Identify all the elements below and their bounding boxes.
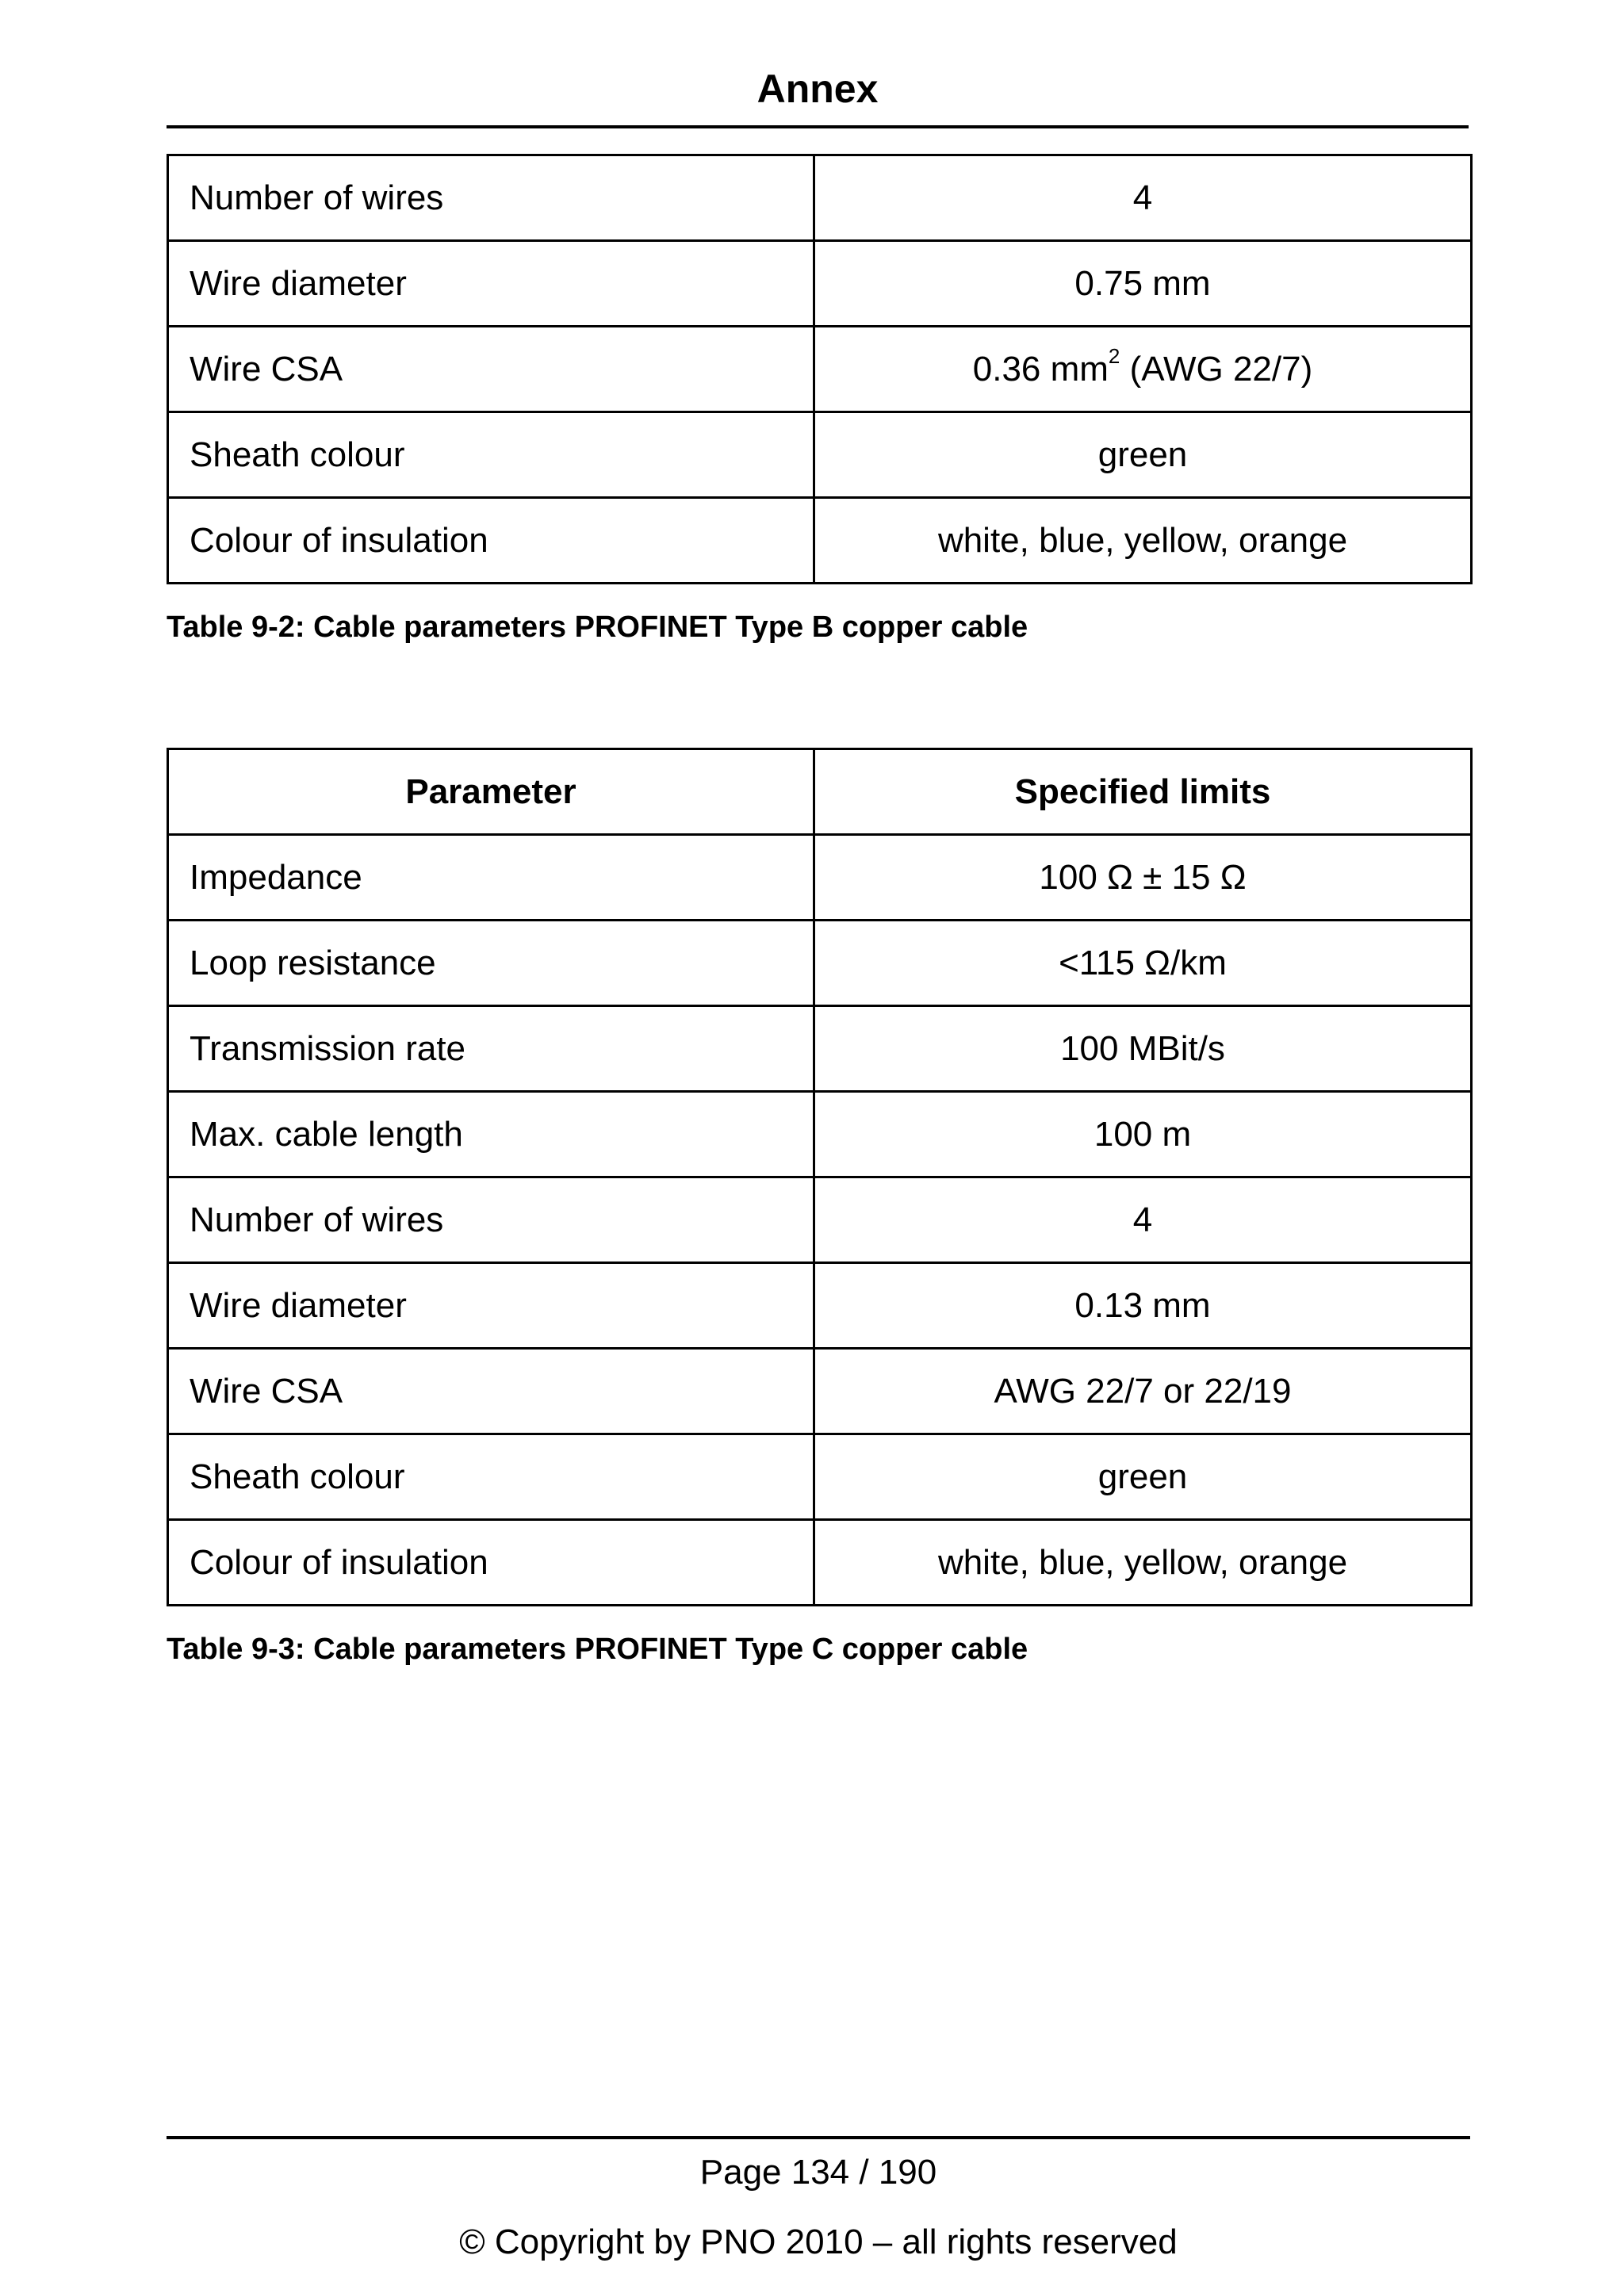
value-cell: 4 [814,155,1472,241]
parameter-cell: Sheath colour [168,1434,814,1520]
footer-divider [167,2136,1470,2139]
value-cell: green [814,412,1472,498]
table-row [168,498,1472,584]
parameter-cell: Wire diameter [168,1263,814,1349]
value-cell: AWG 22/7 or 22/19 [814,1349,1472,1434]
value-superscript: 2 [1108,343,1120,368]
table-row [168,327,1472,412]
table-caption-type-c: Table 9-3: Cable parameters PROFINET Type C copper cable [167,1633,1028,1666]
table-row [168,1177,1472,1263]
parameter-cell: Loop resistance [168,921,814,1006]
value-cell: 0.13 mm [814,1263,1472,1349]
page-number: Page 134 / 190 [699,2153,937,2192]
table-row [168,155,1472,241]
value-cell: green [814,1434,1472,1520]
table-row [168,1349,1472,1434]
parameter-cell: Wire CSA [168,327,814,412]
parameter-cell: Impedance [168,835,814,921]
parameter-cell: Max. cable length [168,1092,814,1177]
table-row [168,1006,1472,1092]
parameter-cell: Number of wires [168,155,814,241]
table-row [168,921,1472,1006]
value-cell: 4 [814,1177,1472,1263]
table-row [168,1520,1472,1606]
table-row [168,241,1472,327]
parameter-cell: Colour of insulation [168,1520,814,1606]
parameter-cell: Colour of insulation [168,498,814,584]
copyright-notice: © Copyright by PNO 2010 – all rights reserved [459,2222,1178,2261]
value-suffix: (AWG 22/7) [1120,349,1313,389]
parameter-cell: Wire CSA [168,1349,814,1434]
value-cell: 0.75 mm [814,241,1472,327]
table-row [168,1263,1472,1349]
parameter-cell: Wire diameter [168,241,814,327]
value-cell: 100 Ω ± 15 Ω [814,835,1472,921]
table-header-row [168,749,1472,835]
column-header-parameter: Parameter [168,749,814,835]
table-row [168,1092,1472,1177]
cable-parameters-type-b-table [167,154,1473,584]
value-cell: 100 MBit/s [814,1006,1472,1092]
parameter-cell: Transmission rate [168,1006,814,1092]
value-cell: white, blue, yellow, orange [814,498,1472,584]
table-caption-type-b: Table 9-2: Cable parameters PROFINET Type B copper cable [167,611,1028,644]
value-cell: white, blue, yellow, orange [814,1520,1472,1606]
table-row [168,1434,1472,1520]
parameter-cell: Sheath colour [168,412,814,498]
value-prefix: 0.36 mm [972,349,1109,389]
page-header-title: Annex [167,57,1469,128]
table-row [168,412,1472,498]
value-cell: <115 Ω/km [814,921,1472,1006]
parameter-cell: Number of wires [168,1177,814,1263]
value-cell [814,327,1472,412]
table-row [168,835,1472,921]
column-header-specified-limits: Specified limits [814,749,1472,835]
cable-parameters-type-c-table [167,748,1473,1606]
value-cell: 100 m [814,1092,1472,1177]
